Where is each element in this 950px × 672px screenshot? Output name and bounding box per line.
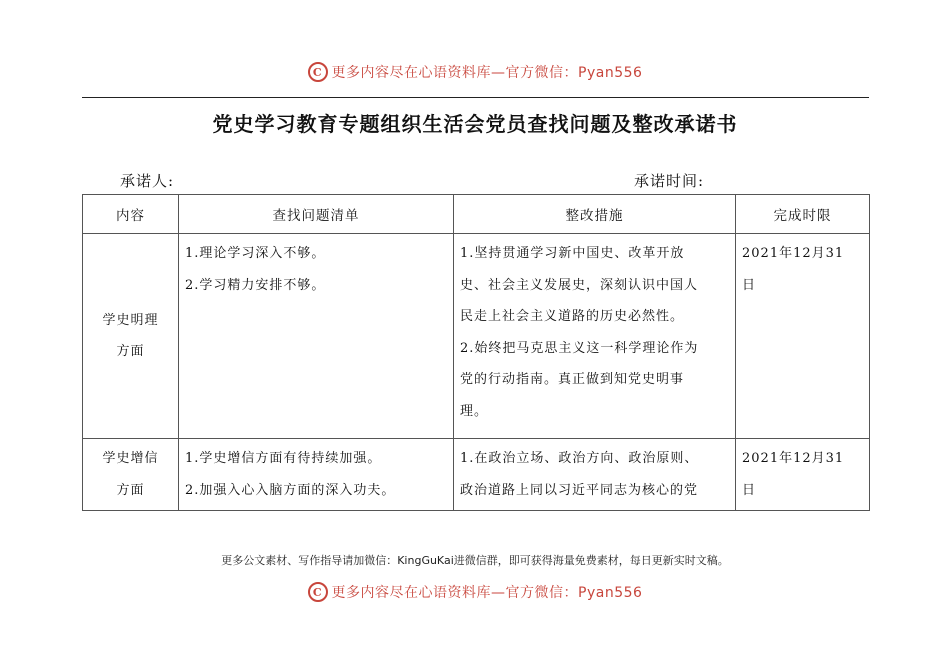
measure-line: 理。: [460, 403, 489, 419]
promiser-label: 承诺人:: [120, 172, 175, 190]
category-line: 学史明理: [102, 312, 159, 328]
category-line: 学史增信: [102, 451, 159, 466]
table-row: [83, 234, 870, 439]
watermark-text: 更多内容尽在心语资料库—官方微信：Pyan556: [331, 65, 643, 81]
logo-icon: C: [308, 582, 328, 602]
measure-line: 民走上社会主义道路的历史必然性。: [460, 309, 685, 324]
header-measures: 整改措施: [454, 195, 736, 234]
problem-item: 2.加强入心入脑方面的深入功夫。: [185, 482, 396, 498]
problems-cell: [179, 234, 454, 439]
logo-icon: C: [308, 62, 328, 82]
deadline-line: 2021年12月31: [742, 246, 845, 261]
commitment-table: [82, 194, 870, 511]
category-line: 方面: [116, 482, 145, 498]
watermark-bottom: [0, 582, 950, 602]
measures-cell: [454, 234, 736, 439]
footer-note: 更多公文素材、写作指导请加微信：KingGuKai进微信群，即可获得海量免费素材，每日更新实时文稿。: [221, 554, 729, 567]
table-header-row: [83, 195, 870, 234]
deadline-line: 2021年12月31: [742, 451, 845, 466]
document-title: 党史学习教育专题组织生活会党员查找问题及整改承诺书: [212, 112, 738, 136]
deadline-cell: [736, 234, 870, 439]
measure-line: 1.坚持贯通学习新中国史、改革开放: [460, 246, 685, 261]
watermark-top: [0, 62, 950, 82]
promise-time-label: 承诺时间:: [634, 172, 705, 190]
table-row: [83, 439, 870, 511]
header-deadline: 完成时限: [736, 195, 870, 234]
problem-item: 1.学史增信方面有待持续加强。: [185, 451, 382, 466]
measure-line: 史、社会主义发展史，深刻认识中国人: [460, 277, 699, 293]
deadline-line: 日: [742, 482, 757, 498]
problems-cell: [179, 439, 454, 511]
problem-item: 2.学习精力安排不够。: [185, 277, 326, 293]
deadline-line: 日: [742, 277, 757, 293]
watermark-text: 更多内容尽在心语资料库—官方微信：Pyan556: [331, 585, 643, 601]
measure-line: 党的行动指南。真正做到知党史明事: [460, 372, 685, 387]
measures-cell: [454, 439, 736, 511]
measure-line: 政治道路上同以习近平同志为核心的党: [460, 482, 699, 498]
category-cell: [83, 439, 179, 511]
header-divider: [82, 97, 869, 98]
measure-line: 2.始终把马克思主义这一科学理论作为: [460, 340, 699, 356]
measure-line: 1.在政治立场、政治方向、政治原则、: [460, 451, 699, 466]
header-problems: 查找问题清单: [179, 195, 454, 234]
category-line: 方面: [116, 344, 145, 359]
category-cell: [83, 234, 179, 439]
header-content: 内容: [83, 195, 179, 234]
deadline-cell: [736, 439, 870, 511]
problem-item: 1.理论学习深入不够。: [185, 246, 326, 261]
